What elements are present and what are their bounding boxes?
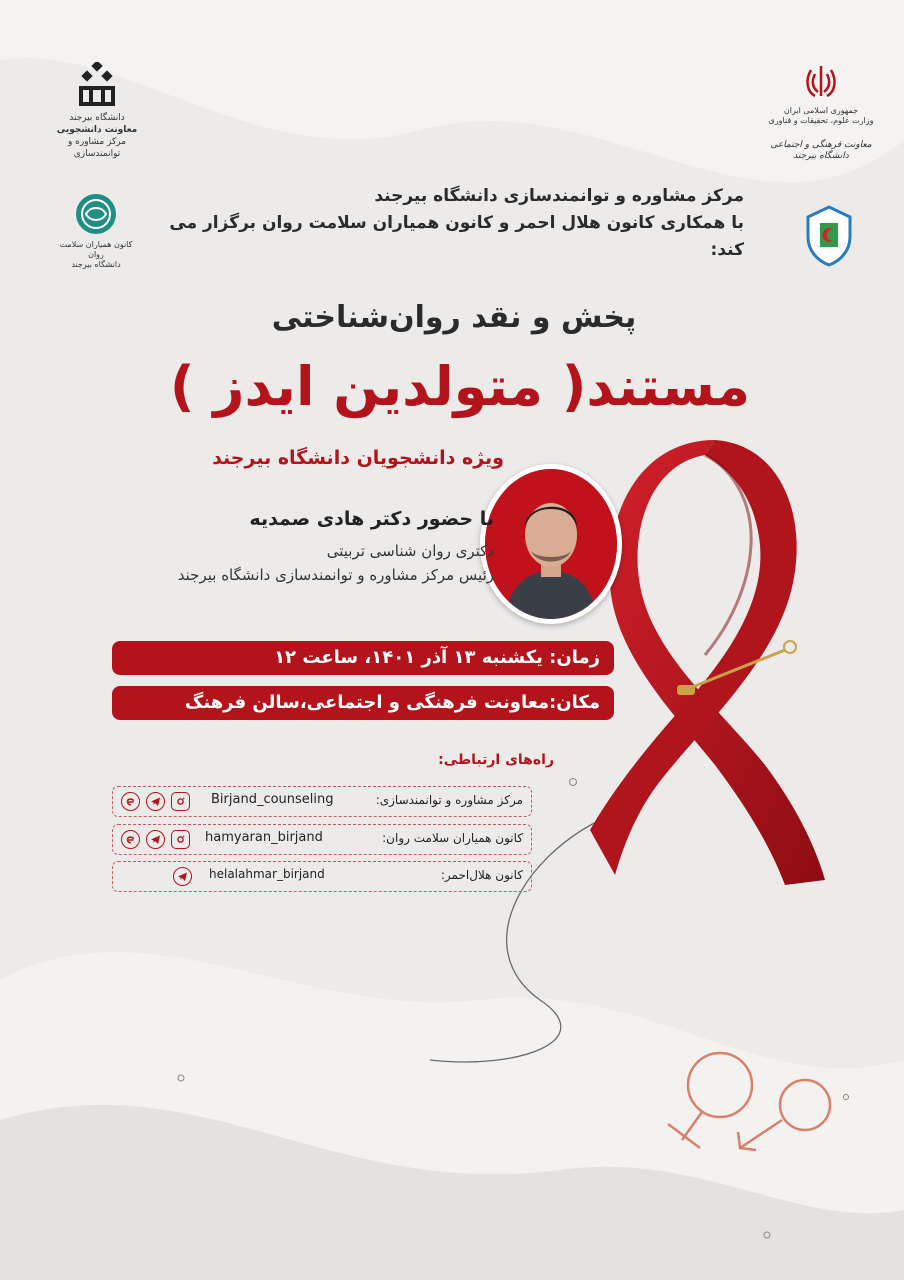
university-logo-left [52,62,142,160]
contacts-heading: راه‌های ارتباطی: [438,752,554,768]
speaker-degree: دکتری روان شناسی تربیتی [326,542,494,560]
gender-symbols-icon [660,1030,870,1190]
event-place: مکان:معاونت فرهنگی و اجتماعی،سالن فرهنگ [112,686,614,720]
contact-label: کانون همیاران سلامت روان: [382,831,523,845]
contact-row [112,861,532,892]
event-title: مستند( متولدین ایدز ) [169,355,751,418]
ministry-logo-right [766,62,876,162]
instagram-icon[interactable] [171,830,190,849]
hamyaran-emblem-icon [74,192,118,236]
logo-caption: معاونت فرهنگی و اجتماعی دانشگاه بیرجند [770,140,872,161]
event-audience: ویژه دانشجویان دانشگاه بیرجند [212,447,504,469]
contact-handle[interactable]: helalahmar_birjand [209,867,325,881]
contact-label: مرکز مشاوره و توانمندسازی: [375,793,523,807]
red-crescent-logo [804,205,854,275]
university-emblem-icon [75,62,119,108]
speaker-avatar [480,464,622,624]
hamyaran-logo [54,192,138,270]
telegram-icon[interactable] [146,792,165,811]
telegram-icon[interactable] [146,830,165,849]
speaker-role: رئیس مرکز مشاوره و توانمندسازی دانشگاه بیرجند [177,566,494,584]
contact-handle[interactable]: Birjand_counseling [211,792,334,807]
logo-caption: دانشگاه بیرجند [69,113,125,123]
telegram-icon[interactable] [173,867,192,886]
logo-caption: وزارت علوم، تحقیقات و فناوری [768,116,874,125]
event-subtitle: پخش و نقد روان‌شناختی [271,300,637,335]
organizer-line-2: با همکاری کانون هلال احمر و کانون همیاران سلامت روان برگزار می کند: [169,213,744,260]
logo-caption: جمهوری اسلامی ایران [783,106,859,115]
contact-handle[interactable]: hamyaran_birjand [205,830,323,845]
red-ribbon-icon [585,435,845,885]
logo-caption: معاونت دانشجویی [56,125,138,135]
logo-caption: کانون همیاران سلامت روان [59,240,133,259]
contact-row [112,824,532,855]
instagram-icon[interactable] [171,792,190,811]
contact-row [112,786,532,817]
speaker-portrait-icon [485,469,617,619]
logo-caption: مرکز مشاوره و توانمندسازی [67,137,127,159]
speaker-name: با حضور دکتر هادی صمدیه [249,508,494,530]
red-crescent-icon [804,205,854,267]
logo-caption: دانشگاه بیرجند [71,260,121,269]
organizer-intro [144,183,744,264]
eitaa-icon[interactable] [121,792,140,811]
eitaa-icon[interactable] [121,830,140,849]
iran-emblem-icon [801,62,841,102]
event-time: زمان: یکشنبه ۱۳ آذر ۱۴۰۱، ساعت ۱۲ [112,641,614,675]
contact-label: کانون هلال‌احمر: [440,868,523,882]
organizer-line-1: مرکز مشاوره و توانمندسازی دانشگاه بیرجند [374,186,744,206]
